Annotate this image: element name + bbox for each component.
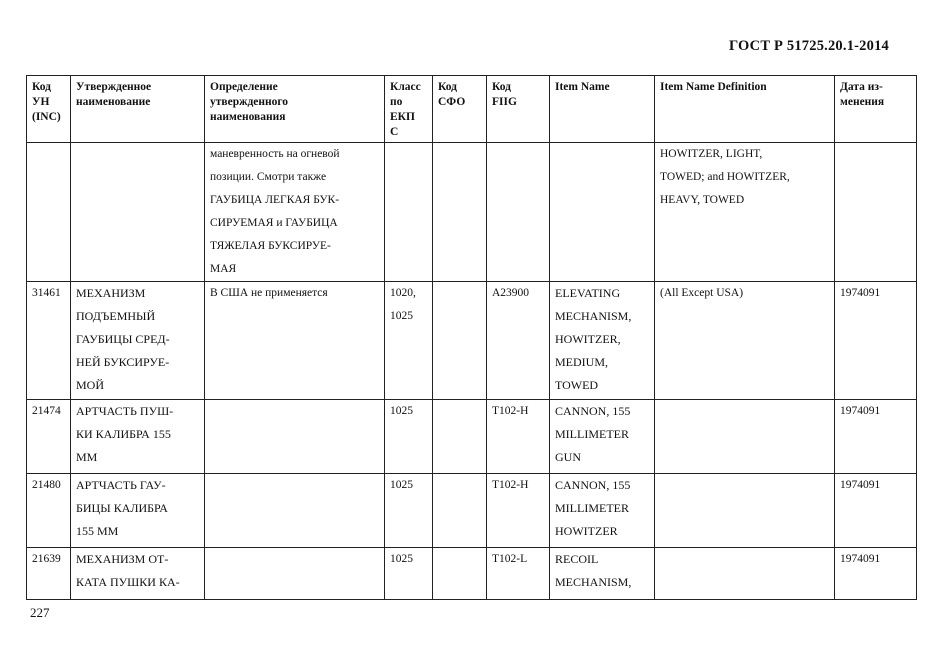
- cell-text: T102-L: [492, 553, 528, 565]
- cell-definition: [205, 143, 385, 282]
- cell-approved-name: [71, 548, 205, 600]
- cell-text-line: СФО: [438, 96, 466, 108]
- cell-sfo: [433, 282, 487, 400]
- cell-text: 1974091: [840, 553, 881, 565]
- cell-fiig: [487, 400, 550, 474]
- cell-approved-name: [71, 143, 205, 282]
- cell-change-date: [835, 474, 917, 548]
- cell-change-date: [835, 400, 917, 474]
- cell-text-line: КАТА ПУШКИ КА-: [76, 575, 180, 589]
- cell-text-line: Дата из-: [840, 81, 883, 93]
- cell-item-name: [550, 474, 655, 548]
- col-header-item-name-definition: [655, 76, 835, 143]
- cell-text-line: позиции. Смотри также: [210, 171, 327, 183]
- cell-text-line: (All Except USA): [660, 287, 744, 299]
- cell-approved-name: [71, 282, 205, 400]
- cell-fiig: [487, 282, 550, 400]
- cell-text-line: 1025: [390, 405, 413, 417]
- cell-item-name-definition: [655, 400, 835, 474]
- cell-item-name: [550, 400, 655, 474]
- cell-text: 1974091: [840, 405, 881, 417]
- col-header-item-name: [550, 76, 655, 143]
- col-header-fiig: [487, 76, 550, 143]
- cell-text-line: ЕКП: [390, 111, 415, 123]
- cell-text-line: MECHANISM,: [555, 575, 632, 589]
- cell-text: A23900: [492, 287, 530, 299]
- cell-class: [385, 474, 433, 548]
- cell-text-line: CANNON, 155: [555, 478, 631, 492]
- cell-definition: [205, 282, 385, 400]
- cell-text-line: Item Name Definition: [660, 81, 767, 93]
- cell-text-line: НЕЙ БУКСИРУЕ-: [76, 355, 170, 369]
- cell-class: [385, 282, 433, 400]
- cell-text-line: Определение: [210, 81, 278, 93]
- cell-text-line: Код: [438, 81, 458, 93]
- cell-item-name-definition: [655, 282, 835, 400]
- cell-text-line: 1020,: [390, 287, 416, 299]
- cell-inc: [27, 400, 71, 474]
- cell-approved-name: [71, 474, 205, 548]
- cell-text-line: 155 ММ: [76, 524, 119, 538]
- cell-text-line: CANNON, 155: [555, 404, 631, 418]
- cell-text-line: ММ: [76, 450, 98, 464]
- cell-inc: [27, 474, 71, 548]
- cell-text-line: АРТЧАСТЬ ПУШ-: [76, 404, 174, 418]
- cell-text-line: (INC): [32, 111, 61, 123]
- cell-fiig: [487, 474, 550, 548]
- cell-inc: [27, 143, 71, 282]
- cell-text-line: TOWED: [555, 378, 599, 392]
- cell-text-line: MEDIUM,: [555, 355, 608, 369]
- cell-text-line: Item Name: [555, 81, 610, 93]
- cell-change-date: [835, 143, 917, 282]
- cell-text: 21480: [32, 479, 61, 491]
- table-row: [27, 282, 917, 400]
- table-row: [27, 400, 917, 474]
- document-title: ГОСТ Р 51725.20.1-2014: [728, 38, 889, 54]
- cell-item-name: [550, 548, 655, 600]
- cell-text-line: 1025: [390, 479, 413, 491]
- col-header-definition: [205, 76, 385, 143]
- table-body: [27, 143, 917, 600]
- cell-item-name: [550, 282, 655, 400]
- cell-text: 1974091: [840, 287, 881, 299]
- cell-inc: [27, 282, 71, 400]
- col-header-inc: [27, 76, 71, 143]
- cell-text-line: АРТЧАСТЬ ГАУ-: [76, 478, 166, 492]
- cell-text-line: FIIG: [492, 96, 517, 108]
- cell-text-line: 1025: [390, 310, 413, 322]
- cell-text-line: маневренность на огневой: [210, 148, 340, 160]
- cell-text-line: Код: [492, 81, 512, 93]
- table-row: [27, 143, 917, 282]
- cell-definition: [205, 400, 385, 474]
- cell-class: [385, 143, 433, 282]
- cell-text-line: В США не применяется: [210, 287, 328, 299]
- cell-item-name: [550, 143, 655, 282]
- cell-text-line: TOWED; and HOWITZER,: [660, 171, 790, 183]
- cell-text-line: МАЯ: [210, 263, 237, 275]
- cell-change-date: [835, 282, 917, 400]
- cell-text-line: ТЯЖЕЛАЯ БУКСИРУЕ-: [210, 240, 331, 252]
- cell-sfo: [433, 143, 487, 282]
- cell-text-line: ГАУБИЦА ЛЕГКАЯ БУК-: [210, 194, 340, 206]
- cell-text-line: ПОДЪЕМНЫЙ: [76, 309, 156, 323]
- cell-text-line: ГАУБИЦЫ СРЕД-: [76, 332, 170, 346]
- catalog-table: [26, 75, 917, 600]
- cell-definition: [205, 474, 385, 548]
- cell-inc: [27, 548, 71, 600]
- cell-text-line: MILLIMETER: [555, 427, 629, 441]
- cell-text-line: наименование: [76, 96, 151, 108]
- cell-text-line: RECOIL: [555, 552, 599, 566]
- cell-change-date: [835, 548, 917, 600]
- cell-text-line: УН: [32, 96, 50, 108]
- cell-text-line: MILLIMETER: [555, 501, 629, 515]
- col-header-class: [385, 76, 433, 143]
- cell-text-line: КИ КАЛИБРА 155: [76, 427, 171, 441]
- cell-text-line: БИЦЫ КАЛИБРА: [76, 501, 168, 515]
- cell-sfo: [433, 474, 487, 548]
- cell-text: 1974091: [840, 479, 881, 491]
- cell-text-line: по: [390, 96, 403, 108]
- cell-text-line: HEAVY, TOWED: [660, 194, 745, 206]
- cell-definition: [205, 548, 385, 600]
- cell-text-line: С: [390, 126, 399, 138]
- cell-text-line: HOWITZER, LIGHT,: [660, 148, 763, 160]
- table-row: [27, 548, 917, 600]
- cell-item-name-definition: [655, 548, 835, 600]
- cell-text-line: наименования: [210, 111, 286, 123]
- cell-text-line: МЕХАНИЗМ ОТ-: [76, 552, 169, 566]
- cell-text-line: HOWITZER,: [555, 332, 621, 346]
- cell-text: 21639: [32, 553, 61, 565]
- page-number: 227: [30, 605, 50, 620]
- cell-fiig: [487, 143, 550, 282]
- cell-text-line: утвержденного: [210, 96, 289, 108]
- cell-text-line: Код: [32, 81, 52, 93]
- cell-class: [385, 400, 433, 474]
- cell-text-line: MECHANISM,: [555, 309, 632, 323]
- cell-text-line: GUN: [555, 450, 581, 464]
- cell-text-line: 1025: [390, 553, 413, 565]
- cell-text-line: Утвержденное: [76, 81, 152, 93]
- table-row: [27, 474, 917, 548]
- cell-text: 21474: [32, 405, 61, 417]
- cell-class: [385, 548, 433, 600]
- cell-text: T102-H: [492, 405, 529, 417]
- cell-text-line: МОЙ: [76, 378, 105, 392]
- cell-text-line: ELEVATING: [555, 286, 621, 300]
- cell-text: 31461: [32, 287, 61, 299]
- cell-fiig: [487, 548, 550, 600]
- col-header-sfo: [433, 76, 487, 143]
- cell-text-line: менения: [840, 96, 885, 108]
- cell-text-line: Класс: [390, 81, 421, 93]
- cell-text-line: СИРУЕМАЯ и ГАУБИЦА: [210, 217, 338, 229]
- cell-sfo: [433, 548, 487, 600]
- cell-text: T102-H: [492, 479, 529, 491]
- cell-sfo: [433, 400, 487, 474]
- cell-approved-name: [71, 400, 205, 474]
- cell-text-line: МЕХАНИЗМ: [76, 286, 146, 300]
- col-header-change-date: [835, 76, 917, 143]
- table-header-row: [27, 76, 917, 143]
- col-header-approved-name: [71, 76, 205, 143]
- cell-item-name-definition: [655, 143, 835, 282]
- cell-text-line: HOWITZER: [555, 524, 618, 538]
- cell-item-name-definition: [655, 474, 835, 548]
